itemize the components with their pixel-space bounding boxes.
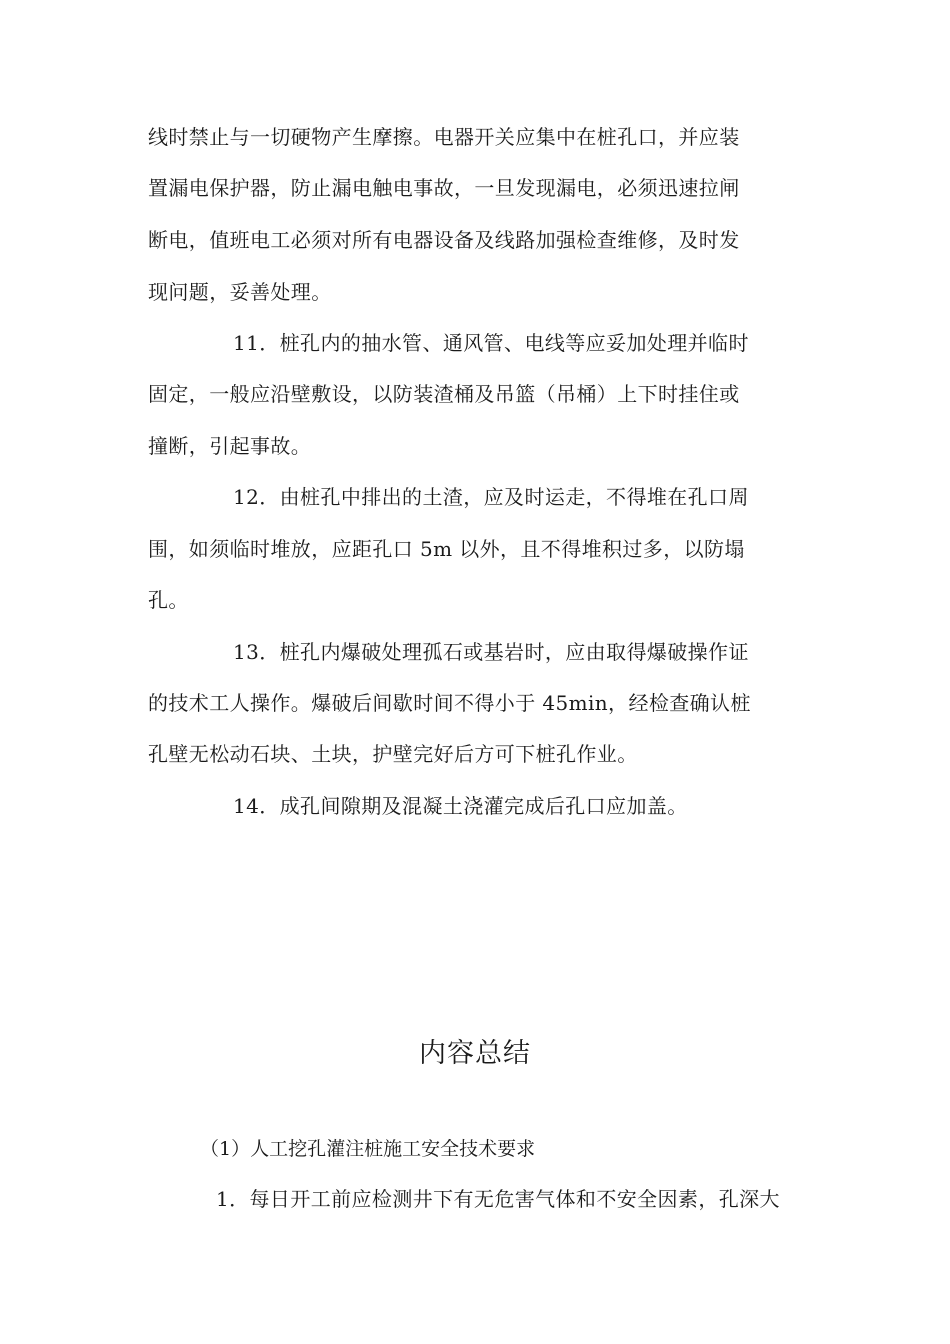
summary-heading: 内容总结 [419, 1038, 531, 1069]
item-13-line-3: 孔壁无松动石块、土块，护壁完好后方可下桩孔作业。 [148, 742, 638, 766]
body-line-2: 置漏电保护器，防止漏电触电事故，一旦发现漏电，必须迅速拉闸 [148, 176, 740, 200]
item-12-line-1: 12．由桩孔中排出的土渣，应及时运走，不得堆在孔口周 [233, 485, 749, 509]
item-13-line-1: 13．桩孔内爆破处理孤石或基岩时，应由取得爆破操作证 [233, 640, 749, 664]
summary-section-title: （1）人工挖孔灌注桩施工安全技术要求 [200, 1138, 536, 1160]
item-13-line-2: 的技术工人操作。爆破后间歇时间不得小于 45min，经检查确认桩 [148, 691, 751, 715]
item-12-line-3: 孔。 [148, 588, 189, 612]
body-line-3: 断电，值班电工必须对所有电器设备及线路加强检查维修，及时发 [148, 228, 740, 252]
summary-item-1: 1．每日开工前应检测井下有无危害气体和不安全因素，孔深大 [216, 1187, 780, 1211]
item-14-line-1: 14．成孔间隙期及混凝土浇灌完成后孔口应加盖。 [233, 794, 688, 818]
item-11-line-1: 11．桩孔内的抽水管、通风管、电线等应妥加处理并临时 [233, 331, 749, 355]
item-11-line-3: 撞断，引起事故。 [148, 434, 312, 458]
item-12-line-2: 围，如须临时堆放，应距孔口 5m 以外，且不得堆积过多，以防塌 [148, 537, 745, 561]
item-11-line-2: 固定，一般应沿壁敷设，以防装渣桶及吊篮（吊桶）上下时挂住或 [148, 382, 740, 406]
body-line-4: 现问题，妥善处理。 [148, 280, 332, 304]
body-line-1: 线时禁止与一切硬物产生摩擦。电器开关应集中在桩孔口，并应装 [148, 125, 740, 149]
